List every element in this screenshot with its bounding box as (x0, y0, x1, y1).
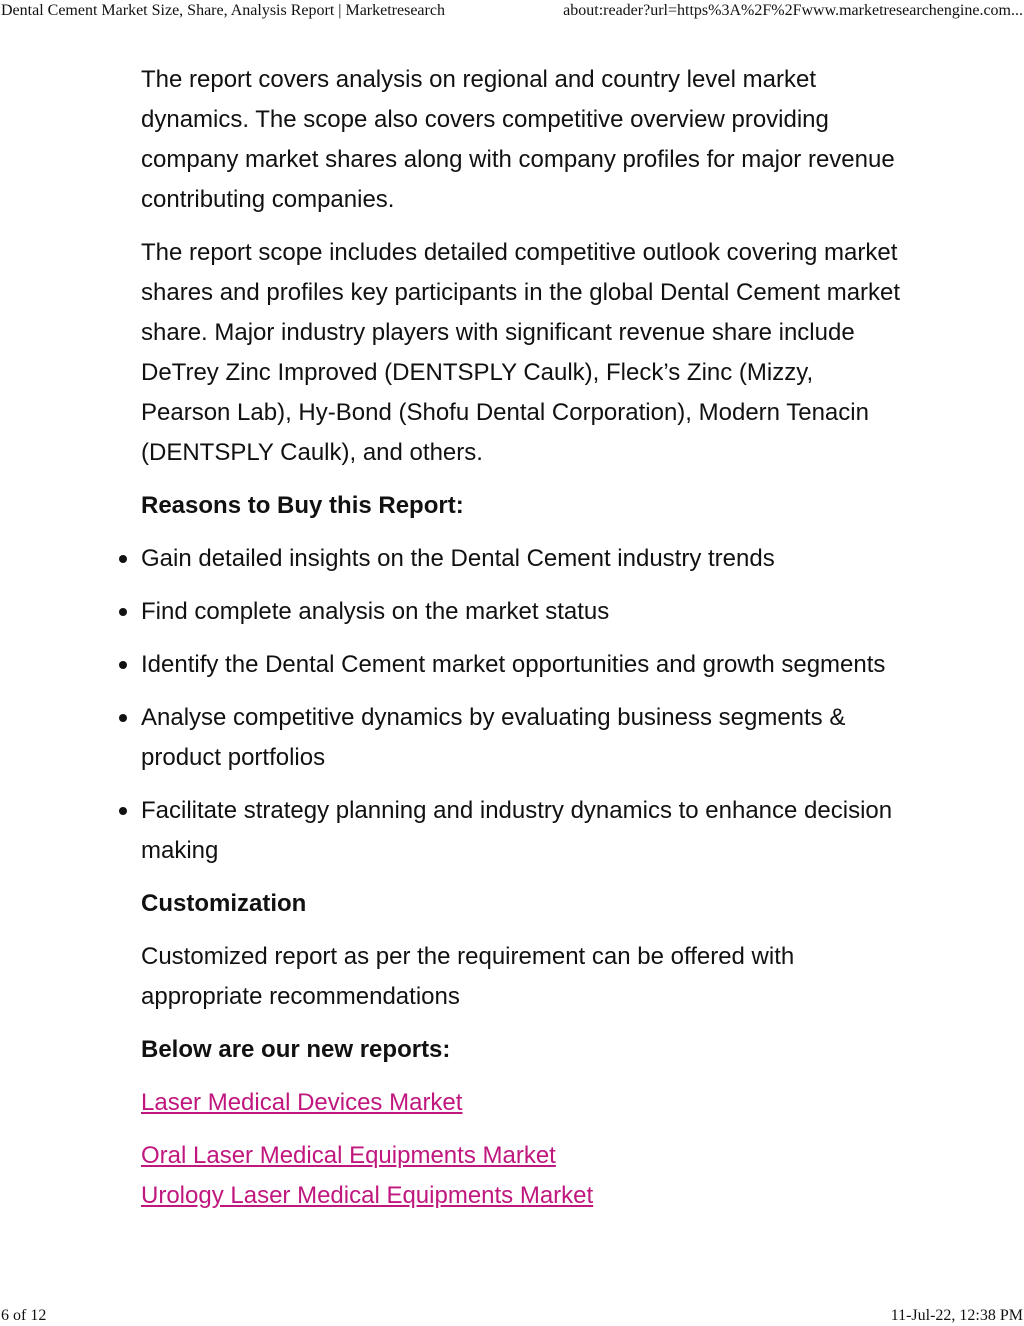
bullet-icon (119, 608, 127, 616)
customization-text: Customized report as per the requirement can be offered with appropriate recommendations (141, 943, 795, 1010)
list-item-text: Facilitate strategy planning and industry dynamics to enhance decision making (141, 797, 893, 864)
page-title: Dental Cement Market Size, Share, Analysis Report | Marketresearch (1, 2, 445, 19)
bullet-icon (119, 714, 127, 722)
list-item-text: Gain detailed insights on the Dental Cement industry trends (141, 545, 775, 572)
article-body (141, 60, 901, 1216)
paragraph-report-coverage: The report covers analysis on regional and country level market dynamics. The scope also covers competitive overview providing company market shares along with company profiles for major revenue contributing companies. (141, 66, 895, 213)
paragraph-report-scope: The report scope includes detailed competitive outlook covering market shares and profiles key participants in the global Dental Cement market share. Major industry players with significant revenue share include DeTrey Zinc Improved (DENTSPLY Caulk), Fleck’s Zinc (Mizzy, Pearson Lab), Hy-Bond (Shofu Dental Corporation), Modern Tenacin (DENTSPLY Caulk), and others. (141, 239, 901, 466)
list-item-text: Find complete analysis on the market status (141, 598, 610, 625)
list-item (141, 698, 901, 778)
list-item (141, 592, 901, 632)
link-urology-laser-medical-equipments-market[interactable]: Urology Laser Medical Equipments Market (141, 1182, 594, 1209)
reasons-list (141, 539, 901, 871)
list-item-text: Identify the Dental Cement market opportunities and growth segments (141, 651, 886, 678)
new-reports-links (141, 1083, 901, 1216)
bullet-icon (119, 807, 127, 815)
print-timestamp: 11-Jul-22, 12:38 PM (890, 1307, 1023, 1324)
page-number: 6 of 12 (1, 1307, 47, 1324)
bullet-icon (119, 661, 127, 669)
reasons-heading: Reasons to Buy this Report: (141, 492, 464, 519)
list-item (141, 791, 901, 871)
link-oral-laser-medical-equipments-market[interactable]: Oral Laser Medical Equipments Market (141, 1142, 556, 1169)
customization-heading: Customization (141, 890, 307, 917)
new-reports-heading: Below are our new reports: (141, 1036, 451, 1063)
bullet-icon (119, 555, 127, 563)
list-item-text: Analyse competitive dynamics by evaluating business segments & product portfolios (141, 704, 846, 771)
link-laser-medical-devices-market[interactable]: Laser Medical Devices Market (141, 1089, 463, 1116)
print-footer (0, 1306, 1024, 1326)
list-item (141, 539, 901, 579)
print-header (0, 1, 1024, 21)
list-item (141, 645, 901, 685)
page-url: about:reader?url=https%3A%2F%2Fwww.marketresearchengine.com... (563, 2, 1023, 19)
